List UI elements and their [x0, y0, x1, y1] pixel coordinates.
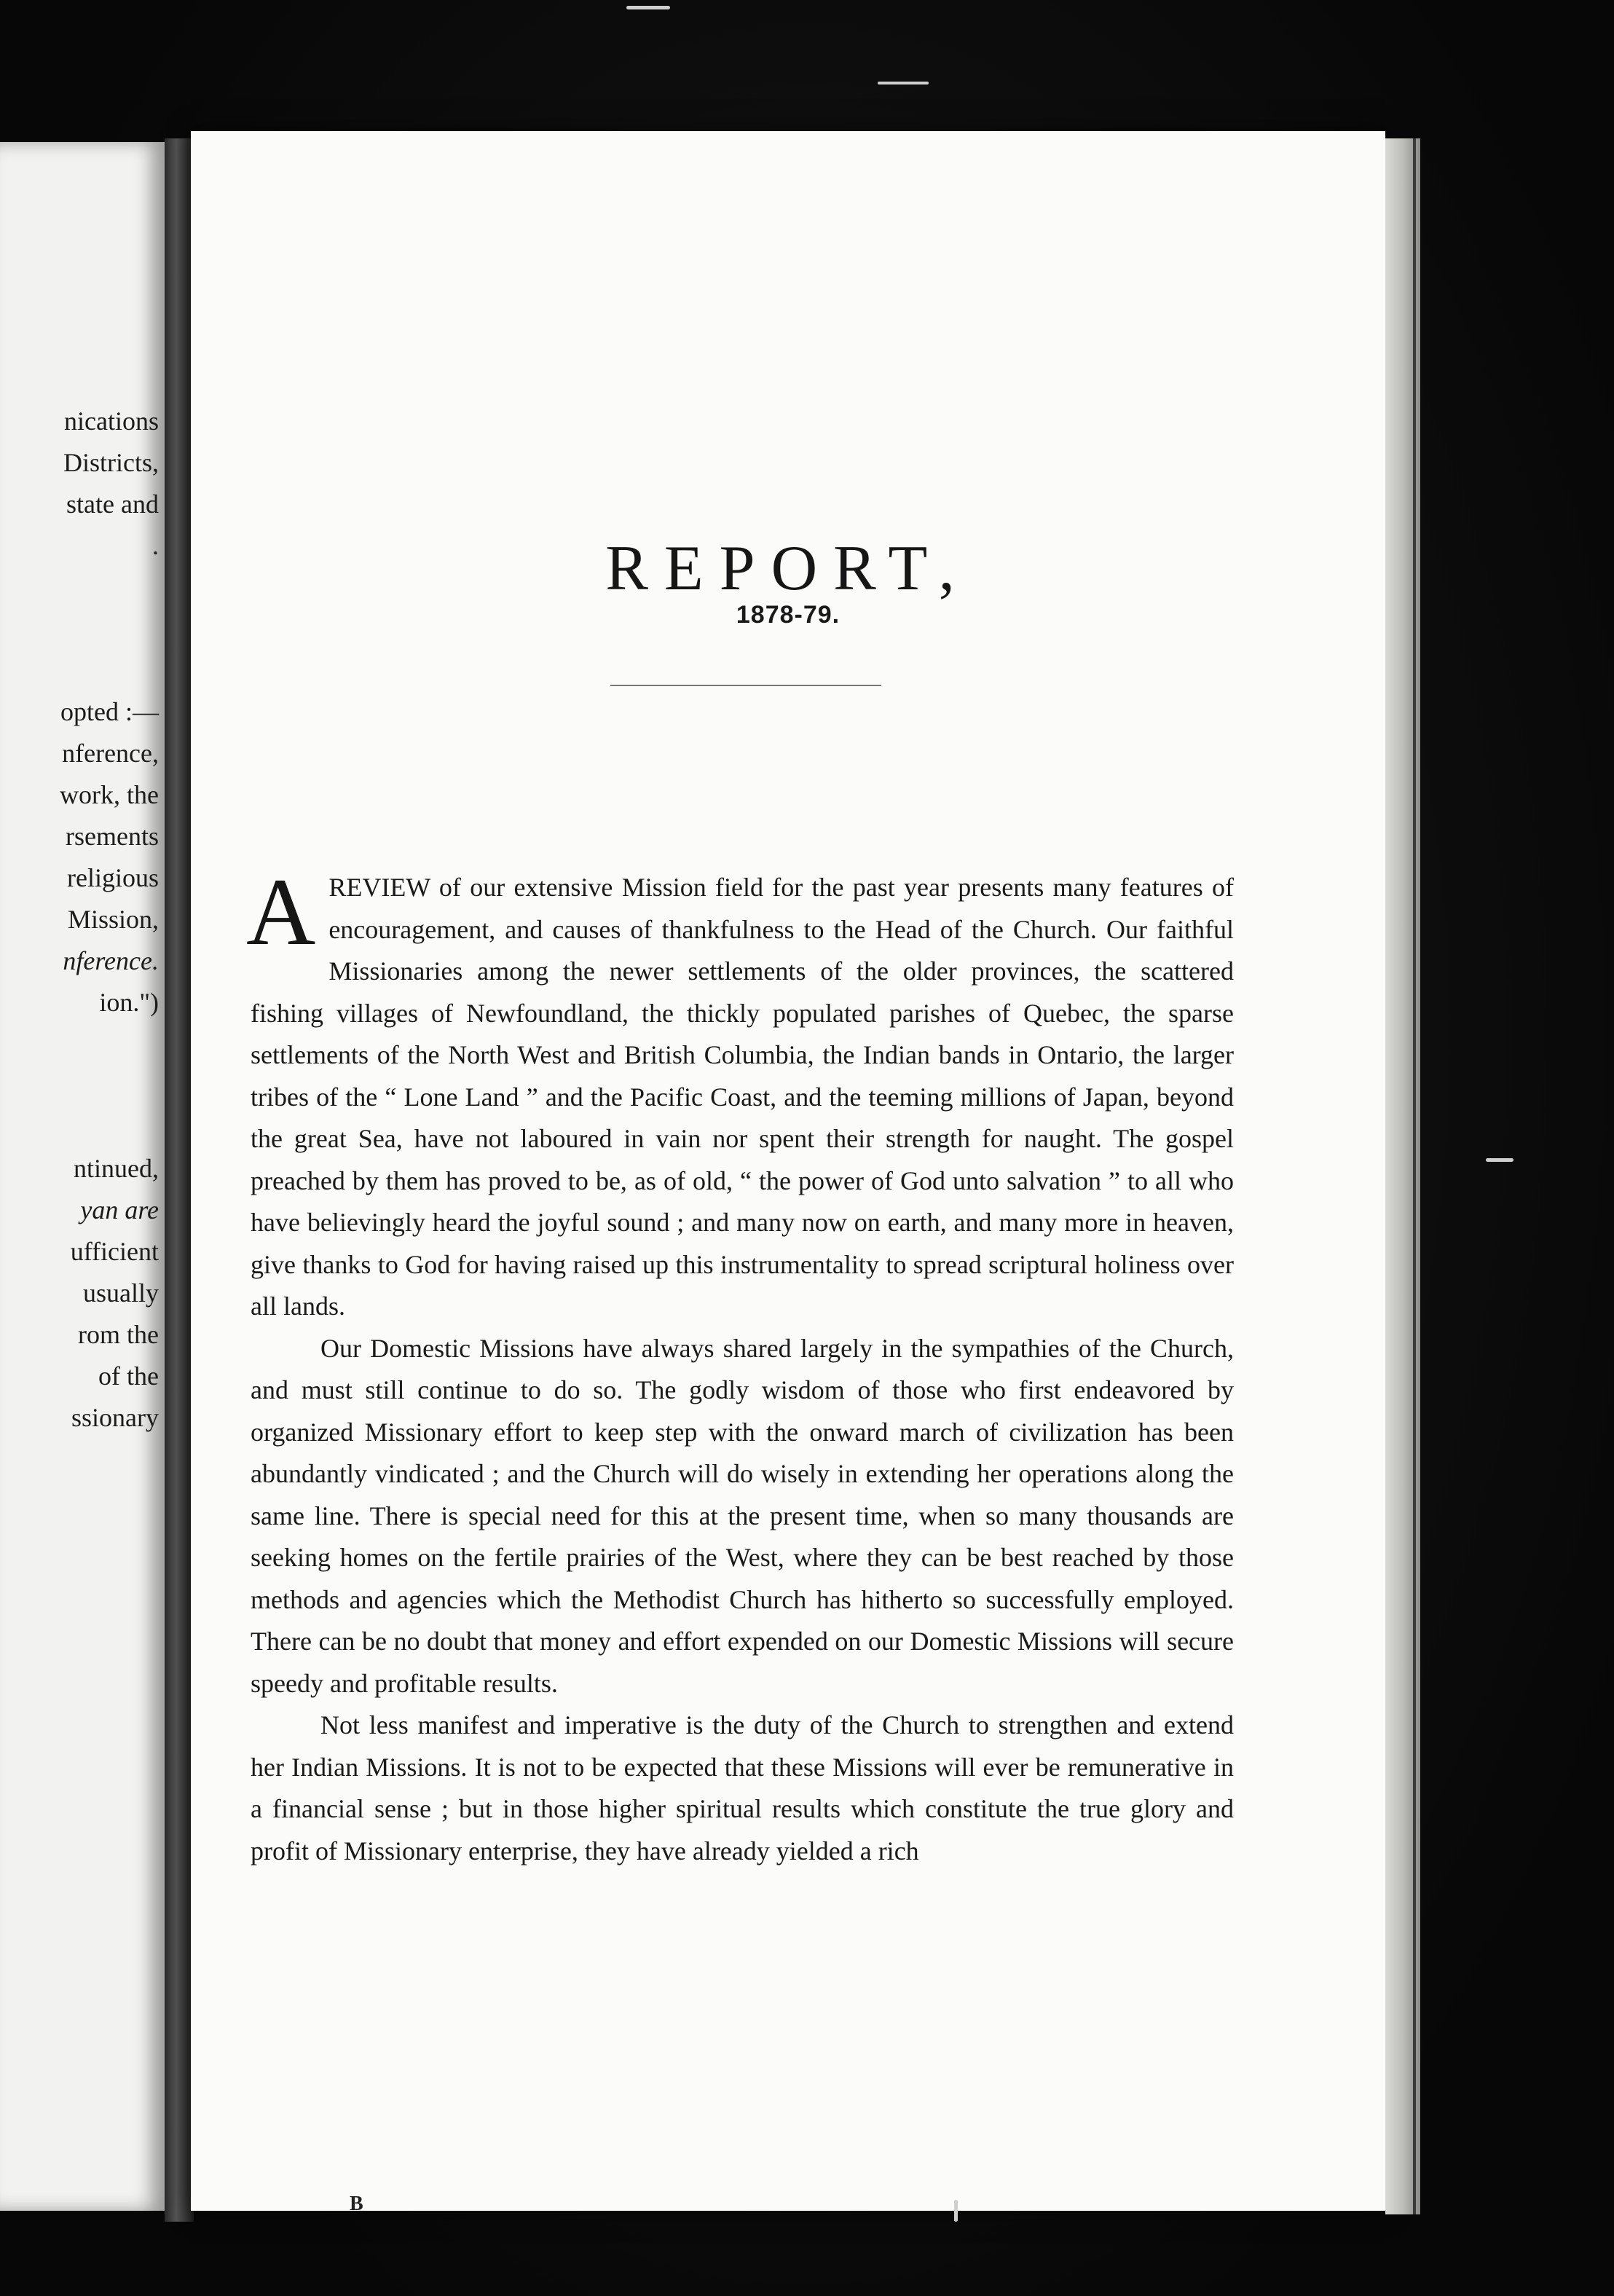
report-page — [191, 131, 1385, 2215]
left-page-fragment: ion.") — [99, 988, 159, 1017]
left-page-fragment: opted :— — [60, 697, 159, 726]
film-dust-speck — [1486, 1158, 1513, 1162]
film-dust-speck — [626, 6, 670, 9]
left-page-fragment: ssionary — [71, 1403, 159, 1432]
left-page-fragment: rsements — [66, 822, 159, 851]
page-stack-edge — [1385, 138, 1420, 2214]
left-page-fragment: nference, — [62, 739, 159, 768]
left-page-fragment — [0, 608, 159, 650]
report-year: 1878-79. — [736, 601, 841, 629]
left-page-fragment — [0, 650, 159, 691]
film-dust-speck — [954, 2200, 958, 2222]
report-body — [246, 858, 1234, 1872]
left-page-fragment: usually — [83, 1278, 159, 1308]
left-page-fragment: Mission, — [67, 905, 159, 934]
left-page-fragment — [0, 567, 159, 608]
left-page-fragment: state and — [66, 490, 159, 519]
paragraph-3: Not less manifest and imperative is the duty of the Church to strengthen and extend her Indian Missions. It is not to be expected that these Missions will ever be remunerative in a financial sense ; but in those higher spiritual results which constitute the true glory and profit of Missionary enterprise, they have already yielded a rich — [251, 1710, 1234, 1866]
drop-cap-letter: A — [246, 858, 316, 965]
left-page-fragment: . — [152, 531, 159, 560]
paragraph-1-text: REVIEW of our extensive Mission field for the past year presents many features of encouragement, and causes of thankfulness to the Head of the Church. Our faithful Missionaries among the newer settlements of the older provinces, the scattered fishing villages of Newfoundland, the thickly populated parishes of Quebec, the sparse settlements of the North West and British Columbia, the Indian bands in Ontario, the larger tribes of the “ Lone Land ” and the Pacific Coast, and the teeming millions of Japan, beyond the great Sea, have not laboured in vain nor spent their strength for naught. The gospel preached by them has proved to be, as of old, “ the power of God unto salvation ” to all who have believingly heard the joyful sound ; and many now on earth, and many more in heaven, give thanks to God for having raised up this instrumentality to spread scriptural holiness over all lands. — [251, 873, 1234, 1321]
left-page-fragment: rom the — [78, 1320, 159, 1349]
left-page-fragment — [0, 1065, 159, 1106]
left-page-fragment: nference. — [63, 946, 159, 975]
left-page-fragment — [0, 1023, 159, 1065]
left-page-fragment: Districts, — [63, 448, 159, 477]
left-page-fragment: work, the — [60, 780, 159, 809]
left-page-fragment: religious — [67, 863, 159, 892]
left-page-fragment — [0, 1106, 159, 1148]
left-page-text-fragments — [0, 401, 159, 1439]
signature-mark: B — [350, 2193, 363, 2215]
paragraph-1 — [246, 858, 1234, 1328]
left-facing-page — [0, 142, 165, 2211]
film-dust-speck — [878, 82, 929, 84]
left-page-fragment: ufficient — [70, 1237, 159, 1266]
title-divider — [610, 685, 881, 686]
page-title: REPORT, — [605, 532, 971, 604]
paragraph-2: Our Domestic Missions have always shared largely in the sympathies of the Church, and must still continue to do so. The godly wisdom of those who first endeavored by organized Missionary effort to keep step with the onward march of civilization has been abundantly vindicated ; and the Church will do wisely in extending her operations along the same line. There is special need for this at the present time, when so many thousands are seeking homes on the fertile prairies of the West, where they can be best reached by those methods and agencies which the Methodist Church has hitherto so successfully employed. There can be no doubt that money and effort expended on our Domestic Missions will secure speedy and profitable results. — [251, 1333, 1234, 1698]
left-page-fragment: yan are — [80, 1195, 159, 1224]
left-page-fragment: of the — [98, 1361, 159, 1391]
left-page-fragment: nications — [64, 406, 159, 436]
book-gutter — [165, 138, 194, 2222]
left-page-fragment: ntinued, — [74, 1154, 159, 1183]
